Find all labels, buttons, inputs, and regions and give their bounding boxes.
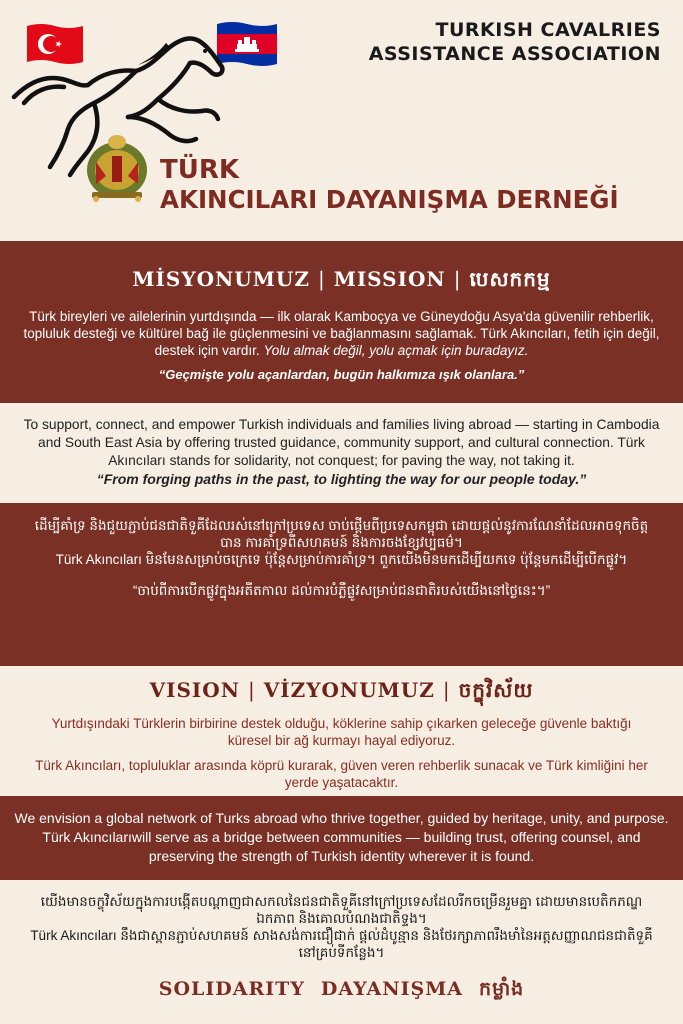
solidarity-tr: DAYANIŞMA	[320, 978, 464, 1000]
association-name-en-line1: TURKISH CAVALRIES	[435, 19, 661, 41]
association-name-en-line2: ASSISTANCE ASSOCIATION	[368, 43, 661, 65]
vision-body-tr-2: Türk Akıncıları, topluluklar arasında köprü kurarak, güven veren rehberlik sunacak ve Türk kimliğini her yerde yaşatacaktır.	[35, 758, 648, 790]
vision-title: VISION | VİZYONUMUZ | ចក្ខុវិស័យ	[149, 678, 534, 702]
mission-body-tr	[20, 308, 663, 359]
mission-quote-km: “ចាប់ពីការបើកផ្លូវក្នុងអតីតកាល ដល់ការបំភ្លឺផ្លូវសម្រាប់ជនជាតិរបស់យើងនៅថ្ងៃនេះ។”	[132, 583, 551, 598]
mission-body-km-1: ដើម្បីគាំទ្រ និងជួយភ្ជាប់ជនជាតិទួគីដែលរស់នៅក្រៅប្រទេស ​ចាប់ផ្តើមពីប្រទេសកម្ពុជា ដោយផ្តល់នូវការណែនាំដែលអាចទុកចិត្តបាន ការគាំទ្រពីសហគមន៍ និងការចងខ្សែវប្បធម៌។	[34, 518, 649, 550]
solidarity-km: កម្លាំង	[479, 978, 525, 1000]
vision-title-en: VISION	[149, 678, 240, 702]
header	[0, 0, 683, 240]
mission-title-en: MISSION	[333, 267, 446, 291]
vision-section-en	[0, 796, 683, 880]
vision-section-km	[0, 881, 683, 1024]
solidarity-footer	[0, 977, 683, 1005]
association-name-tr	[160, 155, 619, 215]
mission-quote-tr: “Geçmişte yolu açanlardan, bugün halkımıza ışık olanlara.”	[158, 367, 525, 382]
vision-body-tr-1: Yurtdışındaki Türklerin birbirine destek olduğu, köklerine sahip çıkarken geleceğe güvenle baktığı küresel bir ağ kurmayı hayal ediyoruz.	[51, 716, 632, 748]
vision-body-km-1: យើងមានចក្ខុវិស័យក្នុងការបង្កើតបណ្តាញជាសកលនៃជនជាតិទួគីនៅក្រៅប្រទេសដែលរីកចម្រើនរួមគ្នា ដោយមានបេតិកភណ្ឌ ឯកភាព និងគោលបំណងជាតិទ្ទង។	[40, 894, 643, 926]
vision-body-km	[30, 893, 653, 961]
mission-title-tr: MİSYONUMUZ	[132, 267, 310, 291]
vision-title-km: ចក្ខុវិស័យ	[458, 678, 534, 702]
mission-section-tr	[0, 241, 683, 403]
mission-body-tr-text: Türk bireyleri ve ailelerinin yurtdışında — ilk olarak Kamboçya ve Güneydoğu Asya'da güvenilir rehberlik, topluluk desteği ve kültürel bağ ile güçlenmesini ve bağlanmasını sağlamak. Türk Akıncıları, fetih için değil, destek için vardır.	[23, 309, 660, 358]
mission-body-km-2: Türk Akıncıları មិនមែនសម្រាប់ចក្រេទេ ប៉ុន្តែសម្រាប់ការគាំទ្រ។ ពួកយើងមិនមកដើម្បីយកទេ ប៉ុន្តែមកដើម្បីបើកផ្លូវ។	[55, 552, 628, 567]
mission-body-km	[26, 517, 657, 568]
solidarity-en: SOLIDARITY	[158, 978, 305, 1000]
mission-quote-en: “From forging paths in the past, to lighting the way for our people today.”	[96, 471, 587, 487]
association-name-en	[369, 18, 661, 66]
vision-body-km-2: Türk Akıncıları នឹងជាស្ពានភ្ជាប់សហគមន៍ សាងសង់ការជឿជាក់ ផ្តល់ដំបូន្មាន និងថែរក្សាភាពរឹងមាំនៃអត្តសញ្ញាណជនជាតិទួគីនៅគ្រប់ទីកន្លែង។	[30, 928, 653, 960]
association-name-tr-line2: AKINCILARI DAYANIŞMA DERNEĞİ	[160, 185, 619, 214]
mission-section-en	[0, 404, 683, 502]
solidarity-title	[0, 977, 683, 1005]
ottoman-emblem-icon	[82, 132, 152, 204]
mission-body-en: To support, connect, and empower Turkish individuals and families living abroad — starting in Cambodia and South East Asia by offering trusted guidance, community support, and cultural connection. Türk Akıncıları stands for solidarity, not conquest; for paving the way, not taking it.	[23, 417, 660, 468]
vision-body-en: We envision a global network of Turks abroad who thrive together, guided by heritage, unity, and purpose. Türk Akıncılarıwill serve as a bridge between communities — building trust, offering counsel, and preserving the strength of Turkish identity wherever it is found.	[14, 810, 669, 864]
mission-title-km: បេសកកម្ម	[469, 267, 551, 291]
mission-section-km	[0, 503, 683, 666]
mission-title: MİSYONUMUZ | MISSION | បេសកកម្ម	[132, 267, 551, 291]
vision-title-tr: VİZYONUMUZ	[263, 678, 435, 702]
mission-body-tr-italic: Yolu almak değil, yolu açmak için buradayız.	[263, 343, 529, 358]
vision-section-tr	[0, 667, 683, 795]
association-name-tr-line1: TÜRK	[160, 155, 240, 185]
